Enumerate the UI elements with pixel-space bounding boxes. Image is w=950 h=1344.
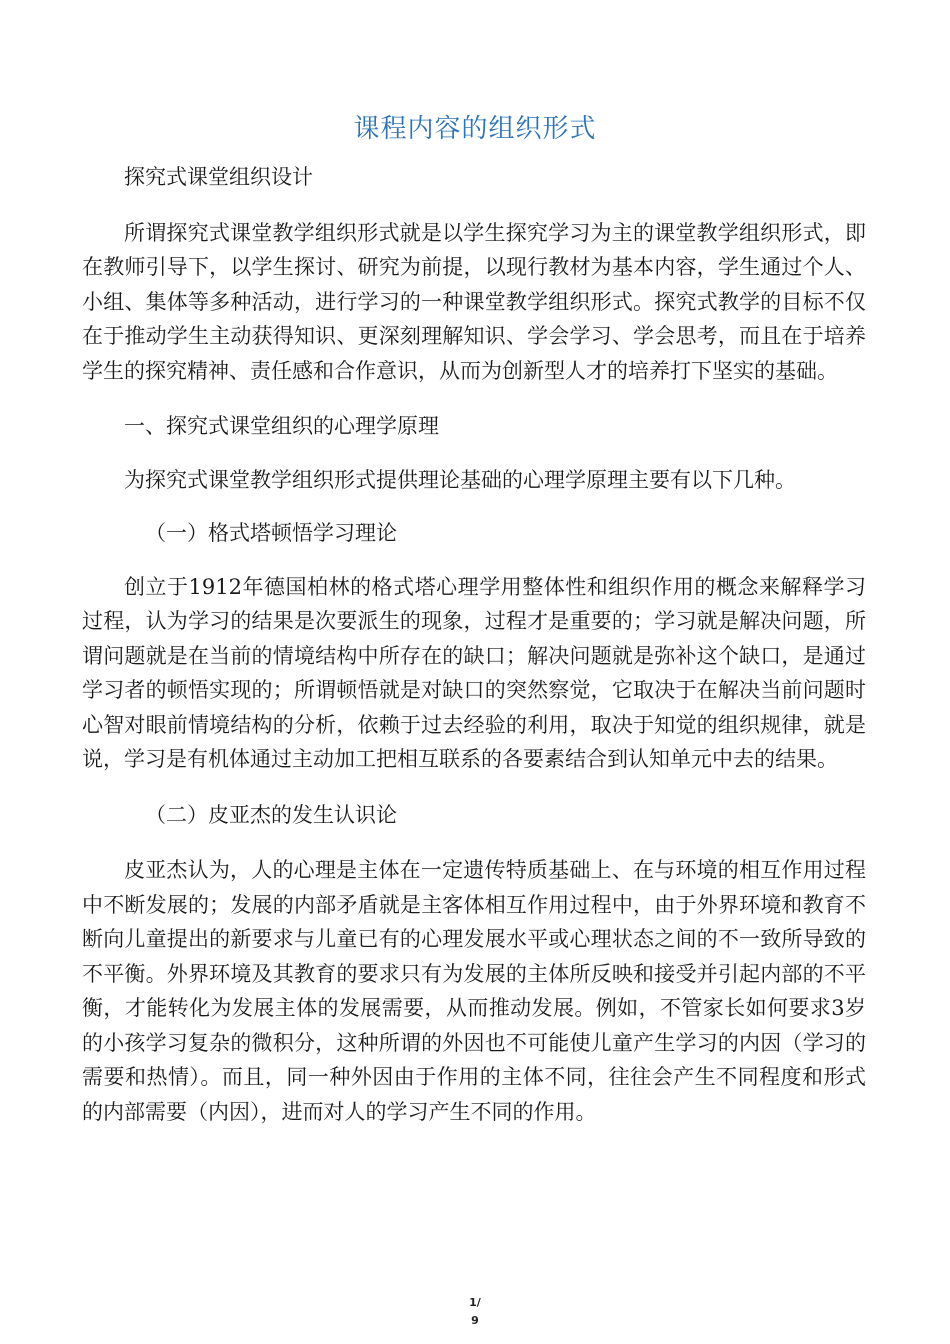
section-1-lead-paragraph: 为探究式课堂教学组织形式提供理论基础的心理学原理主要有以下几种。 <box>124 467 796 492</box>
document-body <box>82 160 866 1129</box>
subtitle-heading: 探究式课堂组织设计 <box>124 165 313 189</box>
subsection-1-paragraph: 创立于1912年德国柏林的格式塔心理学用整体性和组织作用的概念来解释学习过程，认为学习的结果是次要派生的现象，过程才是重要的；学习就是解决问题，所谓问题就是在当前的情境结构中所存在的缺口；解决问题就是弥补这个缺口，是通过学习者的顿悟实现的；所谓顿悟就是对缺口的突然察觉，它取决于在解决当前问题时心智对眼前情境结构的分析，依赖于过去经验的利用，取决于知觉的组织规律，就是说，学习是有机体通过主动加工把相互联系的各要素结合到认知单元中去的结果。 <box>82 574 866 771</box>
page-number <box>0 1294 950 1330</box>
subsection-1-heading: （一）格式塔顿悟学习理论 <box>145 521 397 545</box>
subsection-2-heading: （二）皮亚杰的发生认识论 <box>145 802 397 827</box>
intro-paragraph: 所谓探究式课堂教学组织形式就是以学生探究学习为主的课堂教学组织形式，即在教师引导下，以学生探讨、研究为前提，以现行教材为基本内容，学生通过个人、小组、集体等多种活动，进行学习的一种课堂教学组织形式。探究式教学的目标不仅在于推动学生主动获得知识、更深刻理解知识、学会学习、学会思考，而且在于培养学生的探究精神、责任感和合作意识，从而为创新型人才的培养打下坚实的基础。 <box>82 220 866 383</box>
subsection-2-paragraph: 皮亚杰认为，人的心理是主体在一定遗传特质基础上、在与环境的相互作用过程中不断发展的；发展的内部矛盾就是主客体相互作用过程中，由于外界环境和教育不断向儿童提出的新要求与儿童已有的心理发展水平或心理状态之间的不一致所导致的不平衡。外界环境及其教育的要求只有为发展的主体所反映和接受并引起内部的不平衡，才能转化为发展主体的发展需要，从而推动发展。例如，不管家长如何要求3岁的小孩学习复杂的微积分，这种所谓的外因也不可能使儿童产生学习的内因（学习的需要和热情）。而且，同一种外因由于作用的主体不同，往往会产生不同程度和形式的内部需要（内因），进而对人的学习产生不同的作用。 <box>82 858 866 1124</box>
document-title: 课程内容的组织形式 <box>353 114 597 144</box>
page-number-total: 9 <box>471 1314 479 1327</box>
page-number-current: 1/ <box>469 1296 481 1309</box>
section-1-heading: 一、探究式课堂组织的心理学原理 <box>124 414 439 438</box>
